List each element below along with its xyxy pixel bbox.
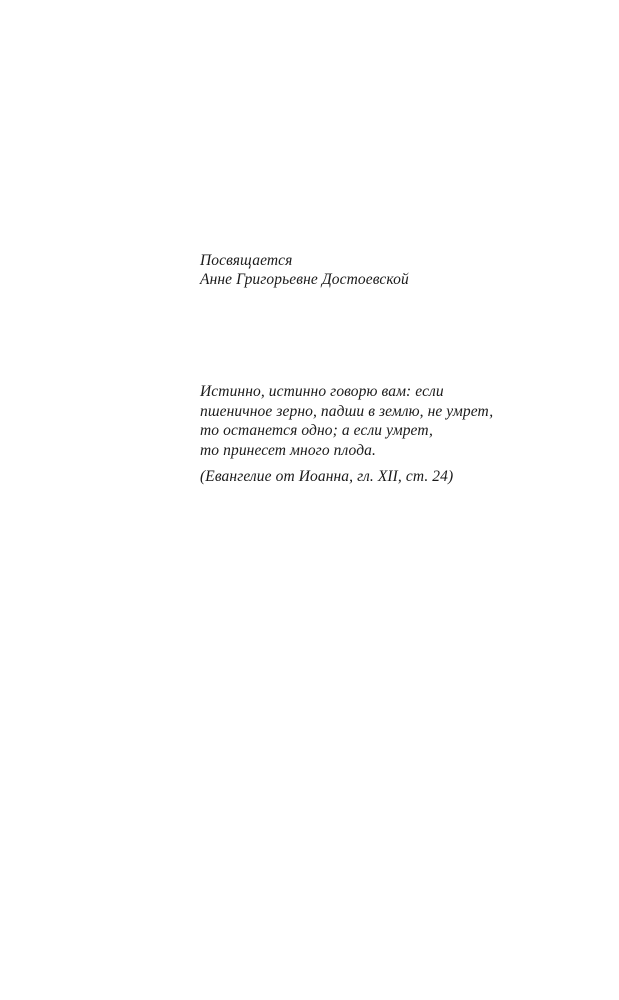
epigraph-line: пшеничное зерно, падши в землю, не умрет, bbox=[200, 402, 494, 420]
dedication bbox=[200, 251, 409, 289]
epigraph bbox=[200, 382, 493, 487]
dedication-line-2: Анне Григорьевне Достоевской bbox=[200, 271, 409, 288]
dedication-line-1: Посвящается bbox=[200, 252, 293, 269]
epigraph-line: Истинно, истинно говорю вам: если bbox=[200, 383, 444, 400]
epigraph-source: (Евангелие от Иоанна, гл. XII, ст. 24) bbox=[200, 468, 454, 485]
epigraph-line: то останется одно; а если умрет, bbox=[200, 422, 433, 439]
epigraph-line: то принесет много плода. bbox=[200, 441, 376, 459]
